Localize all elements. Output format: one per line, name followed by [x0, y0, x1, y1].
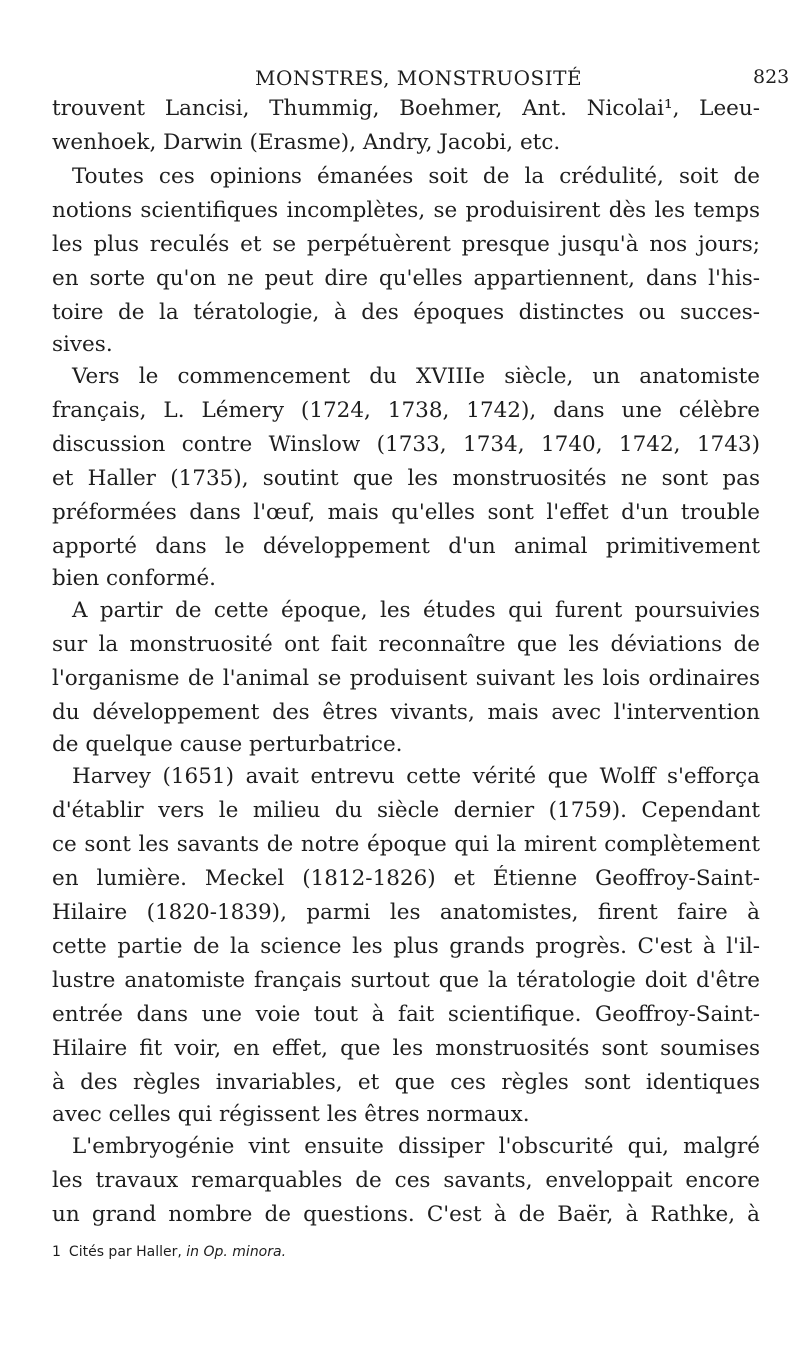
text-line: d'établir vers le milieu du siècle dernier (1759). Cependant [52, 798, 760, 823]
text-line: apporté dans le développement d'un animal primitivement [52, 534, 760, 559]
text-line: à des règles invariables, et que ces règles sont identiques [52, 1070, 760, 1095]
body-text [52, 92, 760, 1232]
text-line: français, L. Lémery (1724, 1738, 1742), dans une célèbre [52, 398, 760, 423]
text-line: l'organisme de l'animal se produisent suivant les lois ordinaires [52, 666, 760, 691]
text-line: les travaux remarquables de ces savants, enveloppait encore [52, 1168, 760, 1193]
footnote-mark: 1 [52, 1244, 61, 1260]
text-line: bien conformé. [52, 566, 217, 591]
text-line: toire de la tératologie, à des époques distinctes ou succes- [52, 300, 760, 325]
text-line: Harvey (1651) avait entrevu cette vérité que Wolff s'efforça [72, 764, 760, 789]
text-line: en sorte qu'on ne peut dire qu'elles appartiennent, dans l'his- [52, 266, 760, 291]
text-line: avec celles qui régissent les êtres normaux. [52, 1102, 530, 1127]
text-line: sur la monstruosité ont fait reconnaître que les déviations de [52, 632, 760, 657]
text-line: préformées dans l'œuf, mais qu'elles sont l'effet d'un trouble [52, 500, 760, 525]
text-line: A partir de cette époque, les études qui furent poursuivies [72, 598, 760, 623]
text-line: discussion contre Winslow (1733, 1734, 1740, 1742, 1743) [52, 432, 760, 457]
text-line: cette partie de la science les plus grands progrès. C'est à l'il- [52, 934, 760, 959]
text-line: du développement des êtres vivants, mais avec l'intervention [52, 700, 760, 725]
text-line: lustre anatomiste français surtout que la tératologie doit d'être [52, 968, 760, 993]
text-line: sives. [52, 332, 113, 357]
footnote-emphasis: in Op. minora. [186, 1244, 287, 1260]
text-line: wenhoek, Darwin (Erasme), Andry, Jacobi, etc. [52, 130, 561, 155]
text-line: notions scientifiques incomplètes, se produisirent dès les temps [52, 198, 760, 223]
text-line: et Haller (1735), soutint que les monstruosités ne sont pas [52, 466, 760, 491]
footnote-text: Cités par Haller, [68, 1244, 187, 1260]
text-line: entrée dans une voie tout à fait scientifique. Geoffroy-Saint- [52, 1002, 760, 1027]
text-line: Hilaire (1820-1839), parmi les anatomistes, firent faire à [52, 900, 760, 925]
text-line: L'embryogénie vint ensuite dissiper l'obscurité qui, malgré [72, 1134, 760, 1159]
footnote [52, 1244, 286, 1260]
text-line: trouvent Lancisi, Thummig, Boehmer, Ant. Nicolai¹, Leeu- [52, 96, 760, 121]
running-title: MONSTRES, MONSTRUOSITÉ [255, 66, 583, 90]
text-line: Hilaire fit voir, en effet, que les monstruosités sont soumises [52, 1036, 760, 1061]
text-line: les plus reculés et se perpétuèrent presque jusqu'à nos jours; [52, 232, 760, 257]
text-line: ce sont les savants de notre époque qui la mirent complètement [52, 832, 760, 857]
text-line: un grand nombre de questions. C'est à de Baër, à Rathke, à [52, 1202, 760, 1227]
text-line: en lumière. Meckel (1812-1826) et Étienne Geoffroy-Saint- [52, 866, 760, 891]
text-line: de quelque cause perturbatrice. [52, 732, 403, 757]
text-line: Vers le commencement du XVIIIe siècle, un anatomiste [72, 364, 760, 389]
page-number: 823 [753, 66, 790, 88]
text-line: Toutes ces opinions émanées soit de la crédulité, soit de [72, 164, 760, 189]
